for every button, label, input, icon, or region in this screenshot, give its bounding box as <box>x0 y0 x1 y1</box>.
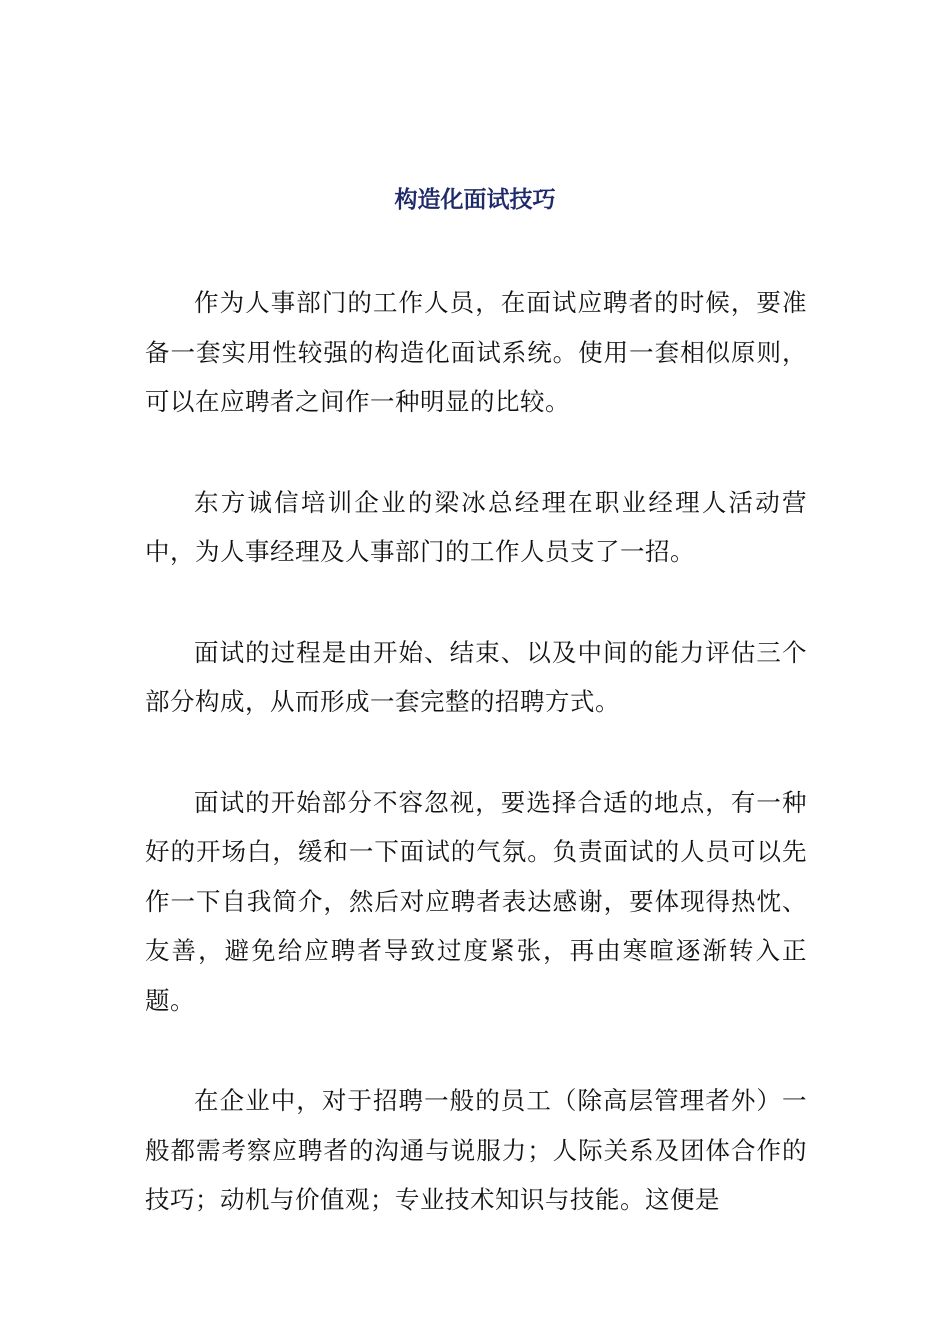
document-title: 构造化面试技巧 <box>394 186 556 213</box>
paragraph-3: 面试的过程是由开始、结束、以及中间的能力评估三个部分构成，从而形成一套完整的招聘方式。 <box>145 637 807 716</box>
paragraph-1: 作为人事部门的工作人员，在面试应聘者的时候，要准备一套实用性较强的构造化面试系统。使用一套相似原则，可以在应聘者之间作一种明显的比较。 <box>145 288 807 416</box>
paragraph-5: 在企业中，对于招聘一般的员工（除高层管理者外）一般都需考察应聘者的沟通与说服力；人际关系及团体合作的技巧；动机与价值观；专业技术知识与技能。这便是 <box>145 1086 807 1214</box>
paragraph-4: 面试的开始部分不容忽视，要选择合适的地点，有一种好的开场白，缓和一下面试的气氛。负责面试的人员可以先作一下自我简介，然后对应聘者表达感谢，要体现得热忱、友善，避免给应聘者导致过度紧张，再由寒暄逐渐转入正题。 <box>145 787 807 1015</box>
paragraph-2: 东方诚信培训企业的梁冰总经理在职业经理人活动营中，为人事经理及人事部门的工作人员支了一招。 <box>145 487 807 566</box>
document-body <box>145 278 807 1276</box>
